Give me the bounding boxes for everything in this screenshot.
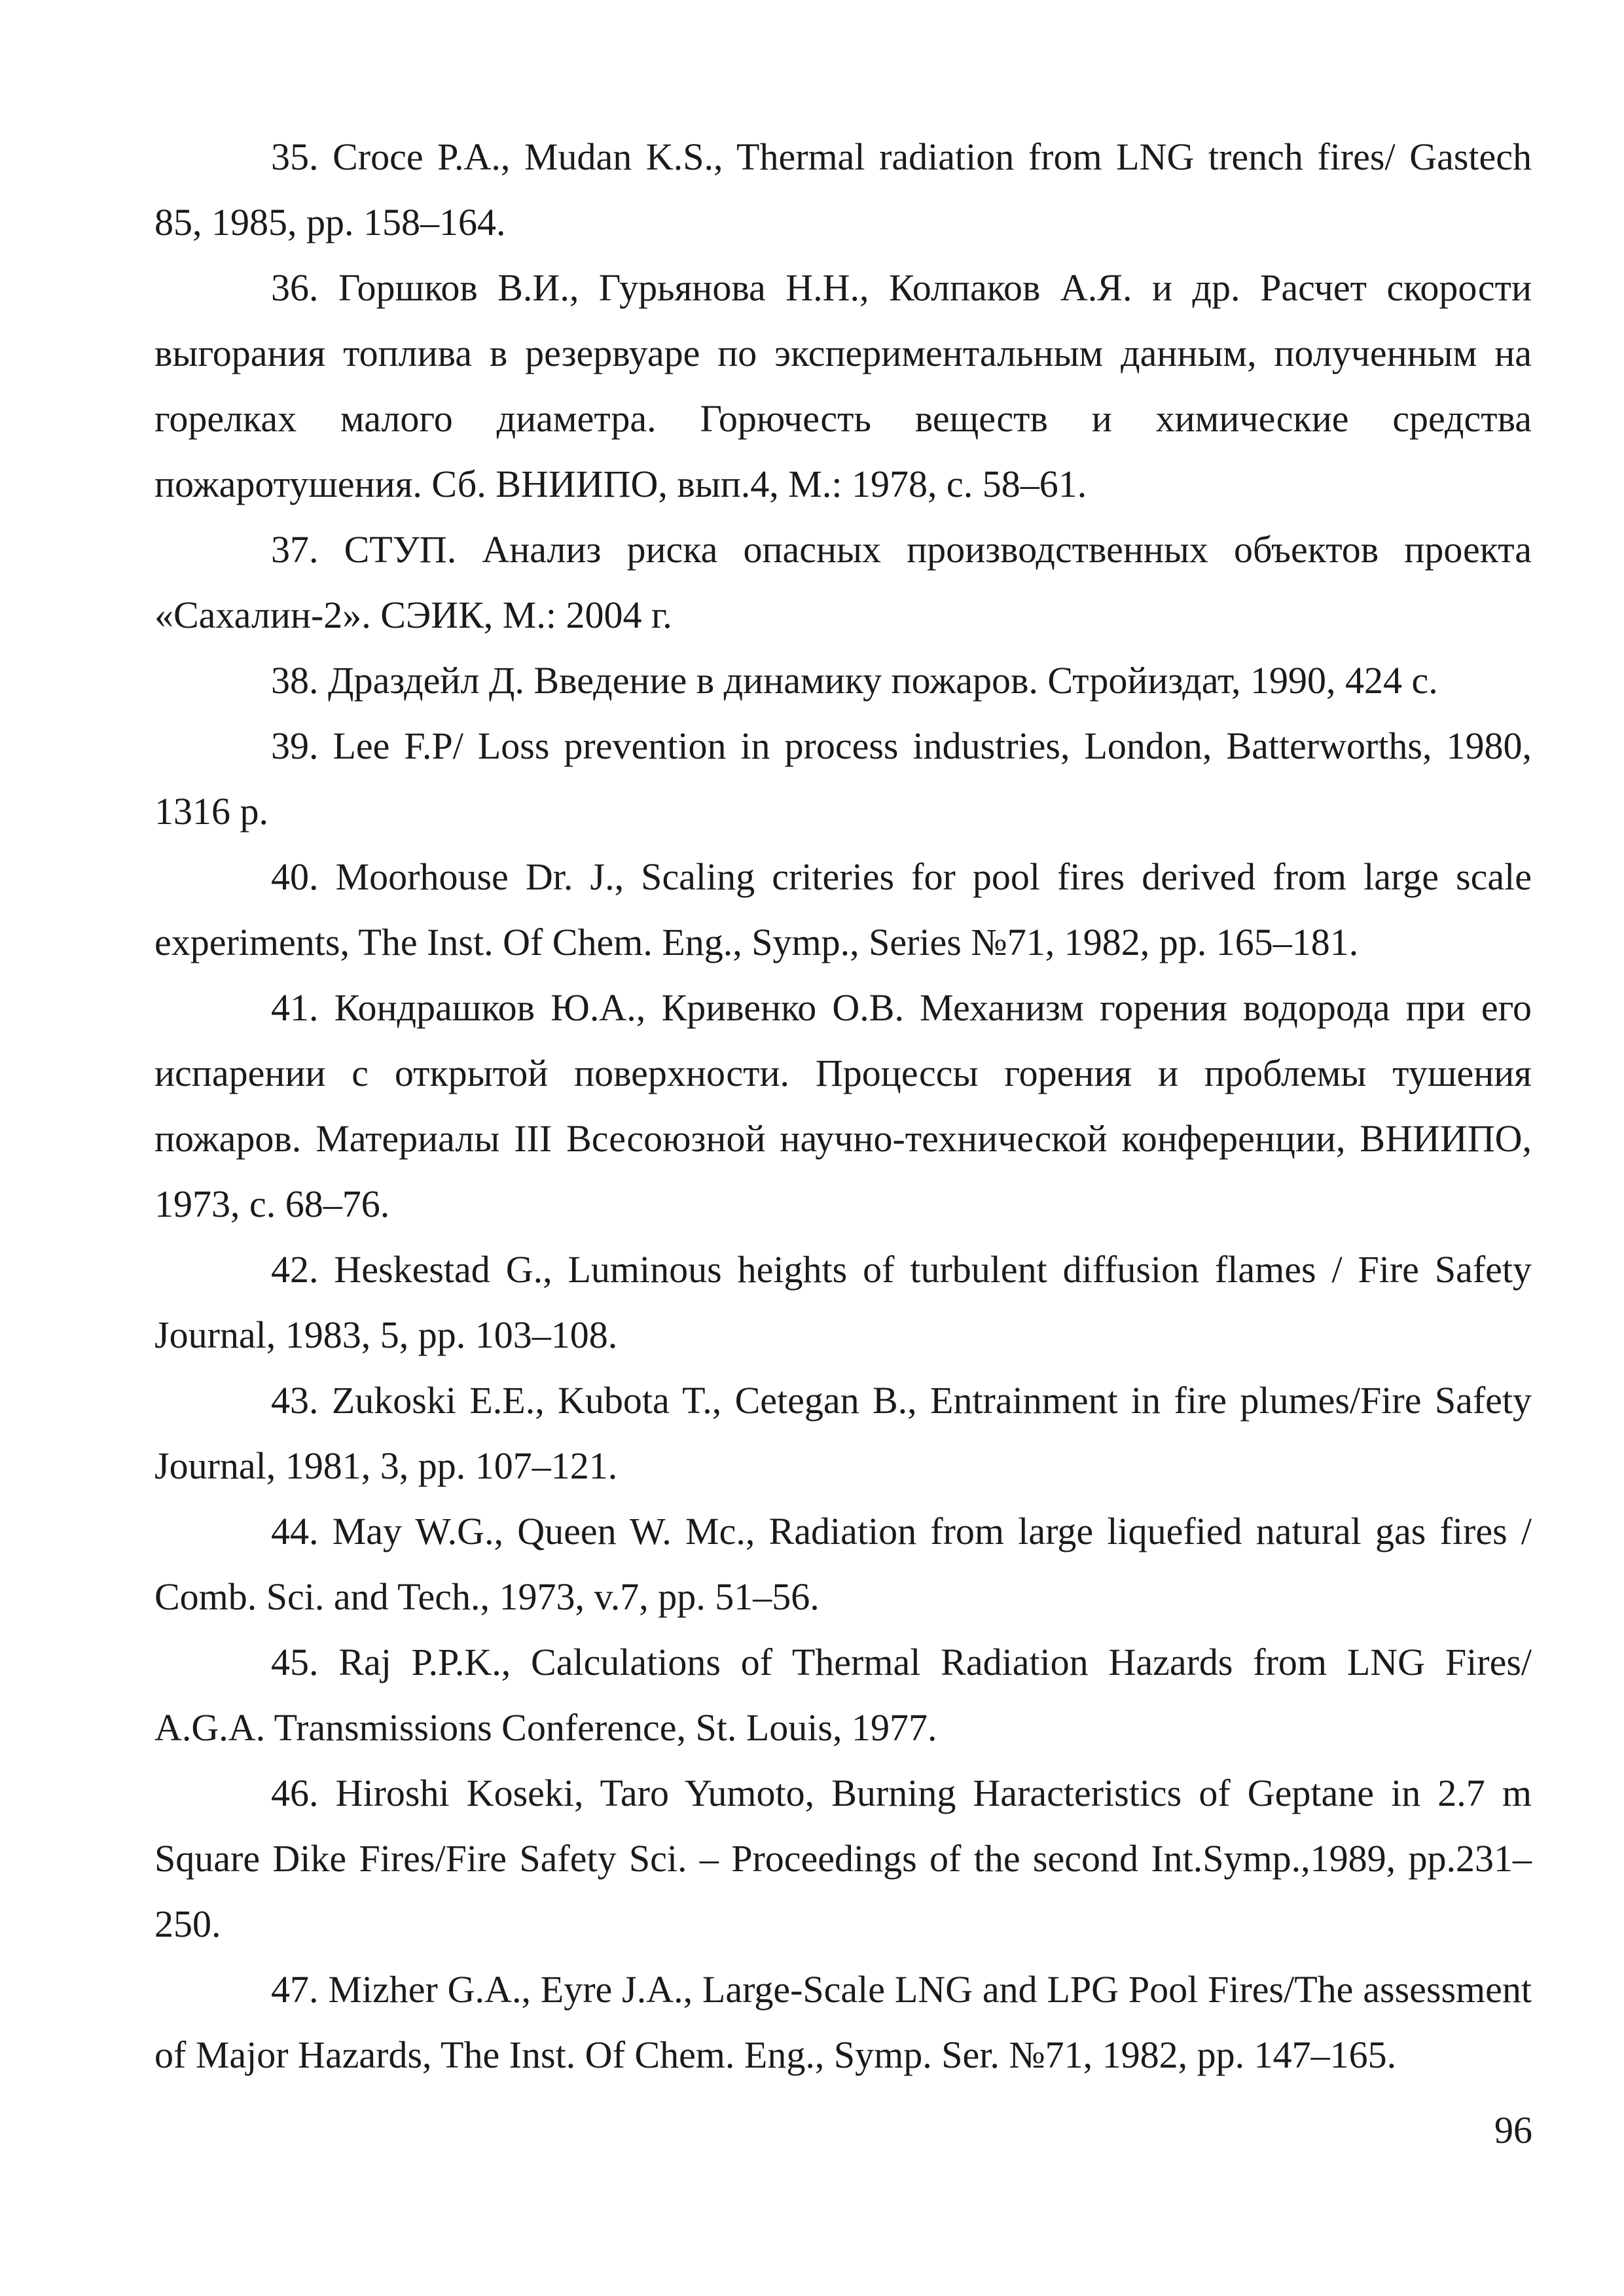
reference-40: 40. Moorhouse Dr. J., Scaling criteries for pool fires derived from large scale experiments, The Inst. Of Chem. Eng., Symp., Series №71, 1982, pp. 165–181. [154,855,1532,963]
reference-39: 39. Lee F.P/ Loss prevention in process industries, London, Batterworths, 1980, 1316 p. [154,725,1532,833]
reference-43: 43. Zukoski E.E., Kubota T., Cetegan B., Entrainment in fire plumes/Fire Safety Journal, 1981, 3, pp. 107–121. [154,1379,1532,1487]
reference-46: 46. Hiroshi Koseki, Taro Yumoto, Burning Haracteristics of Geptane in 2.7 m Square Dike Fires/Fire Safety Sci. – Proceedings of the second Int.Symp.,1989, pp.231–250. [154,1772,1532,1945]
page-number: 96 [1494,2109,1532,2151]
reference-38: 38. Драздейл Д. Введение в динамику пожаров. Стройиздат, 1990, 424 с. [271,659,1438,702]
reference-45: 45. Raj P.P.K., Calculations of Thermal Radiation Hazards from LNG Fires/ A.G.A. Transmissions Conference, St. Louis, 1977. [154,1641,1532,1749]
reference-41: 41. Кондрашков Ю.А., Кривенко О.В. Механизм горения водорода при его испарении с открытой поверхности. Процессы горения и проблемы тушения пожаров. Материалы III Всесоюзной научно-технической конференции, ВНИИПО, 1973, с. 68–76. [154,986,1532,1225]
reference-42: 42. Heskestad G., Luminous heights of turbulent diffusion flames / Fire Safety Journal, 1983, 5, pp. 103–108. [154,1248,1532,1356]
reference-44: 44. May W.G., Queen W. Mc., Radiation from large liquefied natural gas fires / Comb. Sci. and Tech., 1973, v.7, pp. 51–56. [154,1510,1532,1618]
reference-list [154,124,1532,2088]
reference-35: 35. Croce P.A., Mudan K.S., Thermal radiation from LNG trench fires/ Gastech 85, 1985, pp. 158–164. [154,135,1532,243]
reference-36: 36. Горшков В.И., Гурьянова Н.Н., Колпаков А.Я. и др. Расчет скорости выгорания топлива в резервуаре по экспериментальным данным, полученным на горелках малого диаметра. Горючесть веществ и химические средства пожаротушения. Сб. ВНИИПО, вып.4, М.: 1978, с. 58–61. [154,266,1532,505]
reference-47: 47. Mizher G.A., Eyre J.A., Large-Scale LNG and LPG Pool Fires/The assessment of Major Hazards, The Inst. Of Chem. Eng., Symp. Ser. №71, 1982, pp. 147–165. [154,1968,1532,2076]
reference-37: 37. СТУП. Анализ риска опасных производственных объектов проекта «Сахалин-2». СЭИК, М.: 2004 г. [154,528,1532,636]
